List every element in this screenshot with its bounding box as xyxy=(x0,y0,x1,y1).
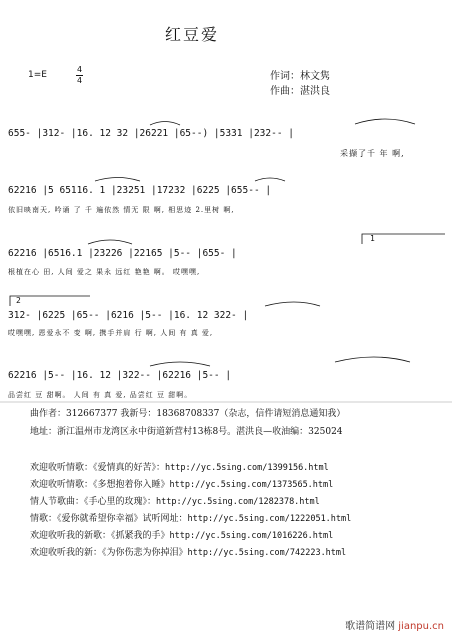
watermark-site: jianpu.cn xyxy=(398,621,444,632)
song-link-label: 欢迎收听我的新：《为你伤悲为你掉泪》 xyxy=(30,548,188,558)
song-link-url[interactable]: http://yc.5sing.com/742223.html xyxy=(187,548,347,558)
slur xyxy=(335,357,410,362)
song-link-label: 情歌：《爱你就希望你幸福》试听网址： xyxy=(30,514,188,524)
watermark xyxy=(345,617,444,632)
song-link-4[interactable] xyxy=(30,511,351,524)
score-row-4-notes: 312- |6225 |65-- |6216 |5-- |16. 12 322- | xyxy=(8,310,249,321)
slur xyxy=(95,178,140,182)
score-row-3-notes: 62216 |6516.1 |23226 |22165 |5-- |655- | xyxy=(8,248,237,259)
song-link-url[interactable]: http://yc.5sing.com/1222051.html xyxy=(187,514,352,524)
song-link-label: 欢迎收听我的新歌：《抓紧我的手》 xyxy=(30,531,170,541)
song-link-label: 欢迎收听情歌：《爱情真的好苦》： xyxy=(30,463,166,473)
time-sig-bottom: 4 xyxy=(76,76,83,85)
song-title: 红豆爱 xyxy=(165,25,220,44)
score-row-1-lyrics: 采撷了千 年 啊, xyxy=(340,149,405,158)
score-row-1-notes: 655- |312- |16. 12 32 |26221 |65--) |5331 |232-- | xyxy=(8,128,294,139)
song-link-url[interactable]: http://yc.5sing.com/1373565.html xyxy=(169,480,334,490)
key-signature: 1=E xyxy=(28,70,47,80)
song-link-3[interactable] xyxy=(30,494,320,507)
slur xyxy=(255,178,285,181)
slur xyxy=(88,240,132,244)
volta-2-bracket xyxy=(10,296,90,306)
song-link-url[interactable]: http://yc.5sing.com/1399156.html xyxy=(165,463,329,473)
score-row-2-lyrics: 依旧映南天, 吟诵 了 千 遍依然 情无 限 啊, 相思迹 2.里树 啊, xyxy=(8,206,235,214)
song-link-2[interactable] xyxy=(30,477,333,490)
time-sig-top: 4 xyxy=(76,65,83,74)
song-link-url[interactable]: http://yc.5sing.com/1016226.html xyxy=(169,531,334,541)
volta-2-label: 2 xyxy=(16,296,21,305)
slur xyxy=(355,119,415,124)
slur xyxy=(265,302,320,306)
volta-1-label: 1 xyxy=(370,234,375,243)
composer-credit: 作曲：湛洪良 xyxy=(270,86,330,97)
song-link-1[interactable] xyxy=(30,460,329,473)
watermark-main: 歌谱简谱网 xyxy=(345,621,396,632)
song-link-label: 欢迎收听情歌：《多想抱着你入睡》 xyxy=(30,480,170,490)
song-link-5[interactable] xyxy=(30,528,333,541)
lyricist-credit: 作词：林文隽 xyxy=(270,71,330,82)
score-row-2-notes: 62216 |5 65116. 1 |23251 |17232 |6225 |655-- | xyxy=(8,185,272,196)
slur xyxy=(150,122,180,126)
song-link-6[interactable] xyxy=(30,545,346,558)
score-row-3-lyrics: 根植在心 田, 人间 爱之 果永 远红 艳艳 啊。 哎嘿嘿, xyxy=(8,268,201,276)
volta-1-bracket xyxy=(362,234,445,244)
score-row-5-notes: 62216 |5-- |16. 12 |322-- |62216 |5-- | xyxy=(8,370,232,381)
score-row-4-lyrics: 哎嘿嘿, 恩爱永不 变 啊, 携手并肩 行 啊, 人间 有 真 爱, xyxy=(8,329,214,337)
contact-phone: 曲作者：312667377 我新号：18368708337（杂志，信件请短消息通知我） xyxy=(30,409,346,419)
slur xyxy=(150,362,210,366)
contact-address: 地址：浙江温州市龙湾区永中街道新营村13栋8号。湛洪良—收油编：325024 xyxy=(30,427,343,437)
song-link-url[interactable]: http://yc.5sing.com/1282378.html xyxy=(156,497,320,507)
song-link-label: 情人节歌曲：《手心里的玫瑰》： xyxy=(30,497,157,507)
score-row-5-lyrics: 品尝红 豆 甜啊。 人间 有 真 爱, 品尝红 豆 甜啊。 xyxy=(8,391,193,399)
